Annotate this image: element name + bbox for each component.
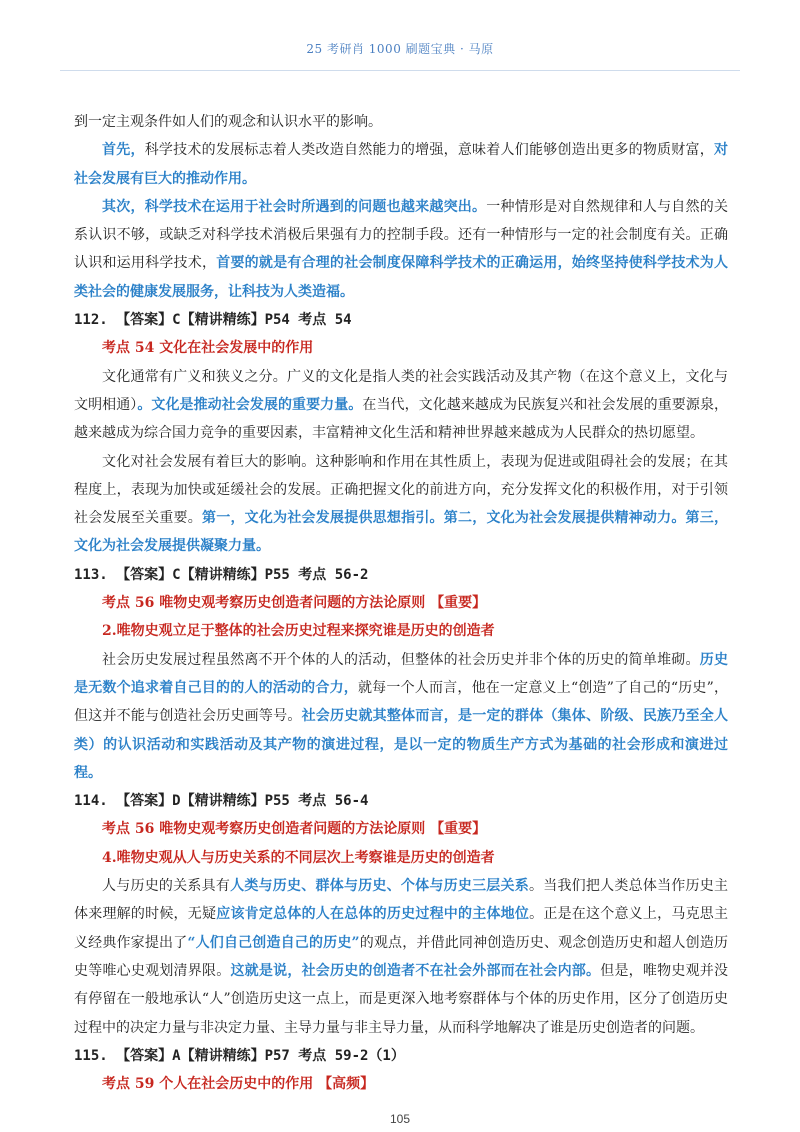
paragraph-1: 到一定主观条件如人们的观念和认识水平的影响。	[74, 114, 382, 130]
highlight: 首要的就是有合理的社会制度保障科学技术的正确运用，始终坚持使科学技术为人类社会的健康发展服务，让科技为人类造福。	[74, 255, 729, 300]
answer-line-115: 115. 【答案】A【精讲精练】P57 考点 59-2（1）	[74, 1047, 405, 1064]
answer-line-112: 112. 【答案】C【精讲精练】P54 考点 54	[74, 312, 352, 329]
subtopic-title-114: 4.唯物史观从人与历史关系的不同层次上考察谁是历史的创造者	[102, 849, 495, 866]
highlight: 其次，科学技术在运用于社会时所遇到的问题也越来越突出。	[102, 198, 487, 215]
paragraph-3: 其次，科学技术在运用于社会时所遇到的问题也越来越突出。一种情形是对自然规律和人与自然的关系认识不够，或缺乏对科学技术消极后果强有力的控制手段。还有一种情形与一定的社会制度有关。正确认识和运用科学技术，首要的就是有合理的社会制度保障科学技术的正确运用，始终坚持使科学技术为人类社会的健康发展服务，让科技为人类造福。	[74, 198, 729, 300]
highlight: “人们自己创造自己的历史”	[187, 934, 360, 951]
paragraph-6: 社会历史发展过程虽然离不开个体的人的活动，但整体的社会历史并非个体的历史的简单堆砌。历史是无数个追求着自己目的的人的活动的合力，就每一个人而言，他在一定意义上“创造”了自己的“历史”，但这并不能与创造社会历史画等号。社会历史就其整体而言，是一定的群体（集体、阶级、民族乃至全人类）的认识活动和实践活动及其产物的演进过程，是以一定的物质生产方式为基础的社会形成和演进过程。	[74, 651, 729, 781]
page-header: 25 考研肖 1000 刷题宝典 · 马原	[306, 42, 494, 56]
paragraph-7: 人与历史的关系具有人类与历史、群体与历史、个体与历史三层关系。当我们把人类总体当作历史主体来理解的时候，无疑应该肯定总体的人在总体的历史过程中的主体地位。正是在这个意义上，马克思主义经典作家提出了“人们自己创造自己的历史”的观点，并借此同神创造历史、观念创造历史和超人创造历史等唯心史观划清界限。这就是说，社会历史的创造者不在社会外部而在社会内部。但是，唯物史观并没有停留在一般地承认“人”创造历史这一点上，而是更深入地考察群体与个体的历史作用，区分了创造历史过程中的决定力量与非决定力量、主导力量与非主导力量，从而科学地解决了谁是历史创造者的问题。	[74, 878, 729, 1036]
topic-title-114: 考点 56 唯物史观考察历史创造者问题的方法论原则 【重要】	[102, 821, 487, 838]
highlight: 应该肯定总体的人在总体的历史过程中的主体地位	[216, 906, 530, 923]
highlight: 社会历史就其整体而言，是一定的群体（集体、阶级、民族乃至全人类）的认识活动和实践活动及其产物的演进过程，是以一定的物质生产方式为基础的社会形成和演进过程。	[74, 708, 729, 781]
highlight: 首先，	[102, 142, 145, 159]
highlight: 对社会发展有巨大的推动作用。	[74, 142, 729, 187]
topic-title-113: 考点 56 唯物史观考察历史创造者问题的方法论原则 【重要】	[102, 595, 487, 612]
topic-title-115: 考点 59 个人在社会历史中的作用 【高频】	[102, 1076, 375, 1093]
topic-title-112: 考点 54 文化在社会发展中的作用	[102, 340, 314, 357]
highlight: 第一，文化为社会发展提供思想指引。第二，文化为社会发展提供精神动力。第三，文化为社会发展提供凝聚力量。	[74, 510, 728, 555]
answer-line-113: 113. 【答案】C【精讲精练】P55 考点 56-2	[74, 566, 369, 583]
answer-line-114: 114. 【答案】D【精讲精练】P55 考点 56-4	[74, 793, 369, 810]
highlight: 。文化是推动社会发展的重要力量。	[137, 396, 363, 413]
paragraph-5: 文化对社会发展有着巨大的影响。这种影响和作用在其性质上，表现为促进或阻碍社会的发展；在其程度上，表现为加快或延缓社会的发展。正确把握文化的前进方向，充分发挥文化的积极作用，对于引领社会发展至关重要。第一，文化为社会发展提供思想指引。第二，文化为社会发展提供精神动力。第三，文化为社会发展提供凝聚力量。	[74, 453, 728, 555]
subtopic-title-113: 2.唯物史观立足于整体的社会历史过程来探究谁是历史的创造者	[102, 623, 495, 640]
page-number: 105	[389, 1112, 411, 1126]
paragraph-2: 首先，科学技术的发展标志着人类改造自然能力的增强，意味着人们能够创造出更多的物质财富，对社会发展有巨大的推动作用。	[74, 142, 729, 187]
header-divider	[60, 70, 740, 71]
highlight: 人类与历史、群体与历史、个体与历史三层关系	[230, 878, 529, 895]
paragraph-4: 文化通常有广义和狭义之分。广义的文化是指人类的社会实践活动及其产物（在这个意义上，文化与文明相通）。文化是推动社会发展的重要力量。在当代，文化越来越成为民族复兴和社会发展的重要源泉，越来越成为综合国力竞争的重要因素，丰富精神文化生活和精神世界越来越成为人民群众的热切愿望。	[74, 368, 729, 442]
document-body	[74, 108, 728, 1098]
highlight: 这就是说，社会历史的创造者不在社会外部而在社会内部。	[230, 962, 601, 979]
highlight: 历史是无数个追求着自己目的的人的活动的合力，	[74, 651, 728, 696]
